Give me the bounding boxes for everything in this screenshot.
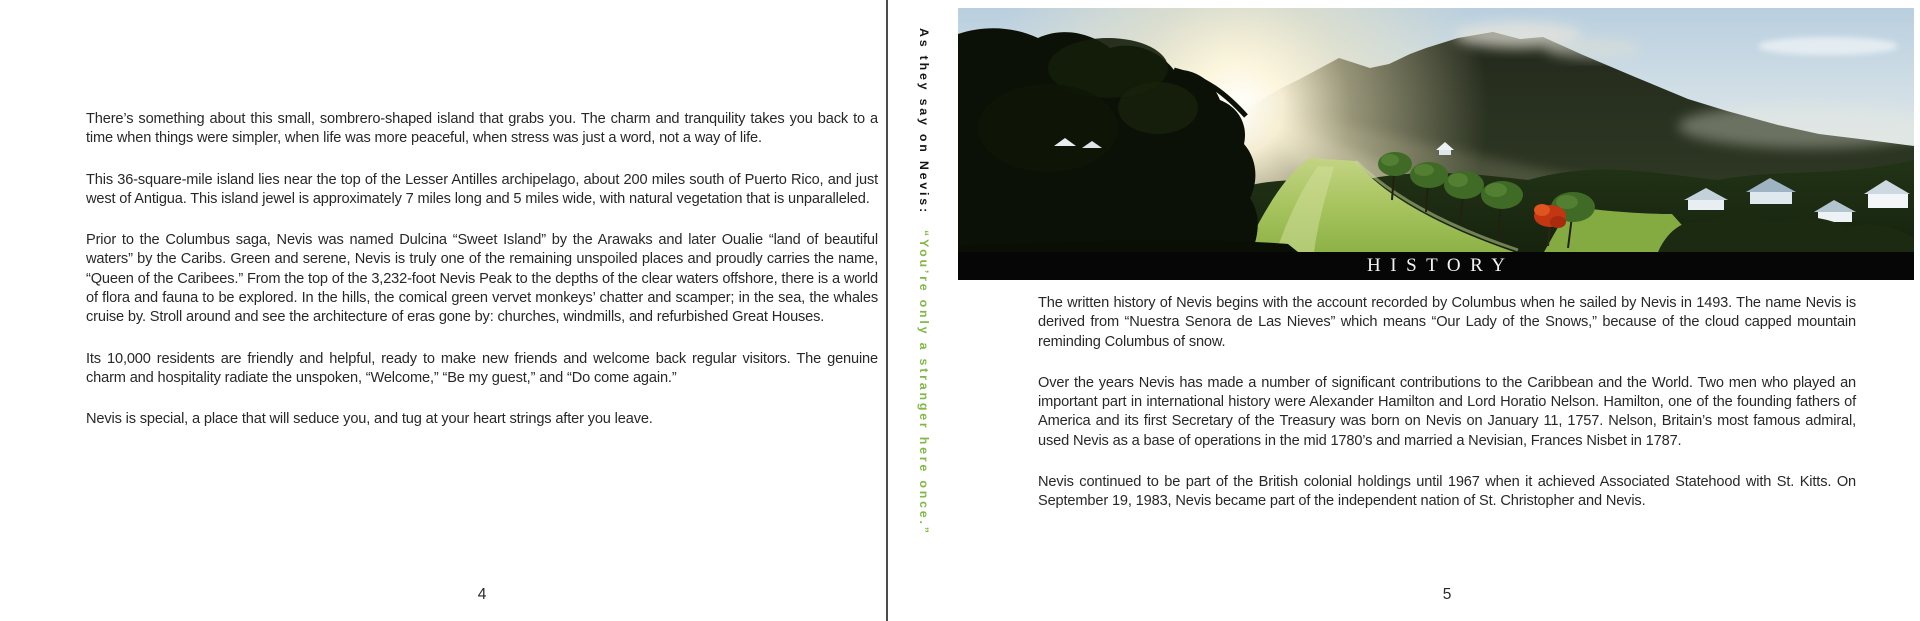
right-page-text xyxy=(1038,294,1856,534)
photo-illustration xyxy=(958,8,1914,252)
cloud xyxy=(1758,37,1898,55)
history-banner-title: HISTORY xyxy=(1367,255,1515,276)
paragraph: Nevis is special, a place that will seduce you, and tug at your heart strings after you leave. xyxy=(86,411,653,428)
page-number-right: 5 xyxy=(1442,586,1452,603)
page-gutter-divider xyxy=(886,0,888,621)
paragraph: Over the years Nevis has made a number of significant contributions to the Caribbean and the World. Two men who played an important part in international history were Alexander Hamilton and Lord Horatio Nelson. Hamilton, one of the founding fathers of America and its first Secretary of the Treasury was born on Nevis on January 11, 1757. Nelson, Britain’s most famous admiral, used Nevis as a base of operations in the mid 1780’s and married a Nevisian, Frances Nisbet in 1787. xyxy=(1038,374,1856,449)
page-number-left: 4 xyxy=(477,586,487,603)
left-page-text xyxy=(86,110,878,452)
paragraph: Prior to the Columbus saga, Nevis was named Dulcina “Sweet Island” by the Arawaks and later Oualie “land of beautiful waters” by the Caribs. Green and serene, Nevis is truly one of the remaining unspoiled places and proudly carries the name, “Queen of the Caribees.” From the top of the 3,232-foot Nevis Peak to the depths of the clear waters offshore, there is a world of flora and fauna to be explored. In the hills, the comical green vervet monkeys’ chatter and scamper; in the sea, the whales cruise by. Stroll around and see the architecture of eras gone by: churches, windmills, and refurbished Great Houses. xyxy=(86,232,878,326)
nevis-peak-photo xyxy=(958,8,1914,280)
paragraph: Its 10,000 residents are friendly and helpful, ready to make new friends and welcome back regular visitors. The genuine charm and hospitality radiate the unspoken, “Welcome,” “Be my guest,” and “Do come again.” xyxy=(86,350,878,386)
spine-quote xyxy=(917,28,931,613)
history-banner xyxy=(958,252,1914,280)
paragraph: This 36-square-mile island lies near the top of the Lesser Antilles archipelago, about 200 miles south of Puerto Rico, and just west of Antigua. This island jewel is approximately 7 miles long and 5 miles wide, with natural vegetation that is unparalleled. xyxy=(86,171,878,207)
spine-quote-text: “You’re only a stranger here once.” xyxy=(917,230,931,536)
peak-mist-2 xyxy=(1545,38,1641,58)
paragraph: The written history of Nevis begins with the account recorded by Columbus when he sailed by Nevis in 1493. The name Nevis is derived from “Nuestra Senora de Las Nieves” which means “Our Lady of the Snows,” because of the cloud capped mountain reminding Columbus of snow. xyxy=(1038,295,1856,350)
paragraph: Nevis continued to be part of the British colonial holdings until 1967 when it achieved Associated Statehood with St. Kitts. On September 19, 1983, Nevis became part of the independent nation of St. Christopher and Nevis. xyxy=(1038,474,1856,510)
paragraph: There’s something about this small, sombrero-shaped island that grabs you. The charm and tranquility takes you back to a time when things were simpler, when life was more peaceful, when stress was just a word, not a way of life. xyxy=(86,111,878,147)
spine-quote-lead: As they say on Nevis: xyxy=(917,28,931,215)
